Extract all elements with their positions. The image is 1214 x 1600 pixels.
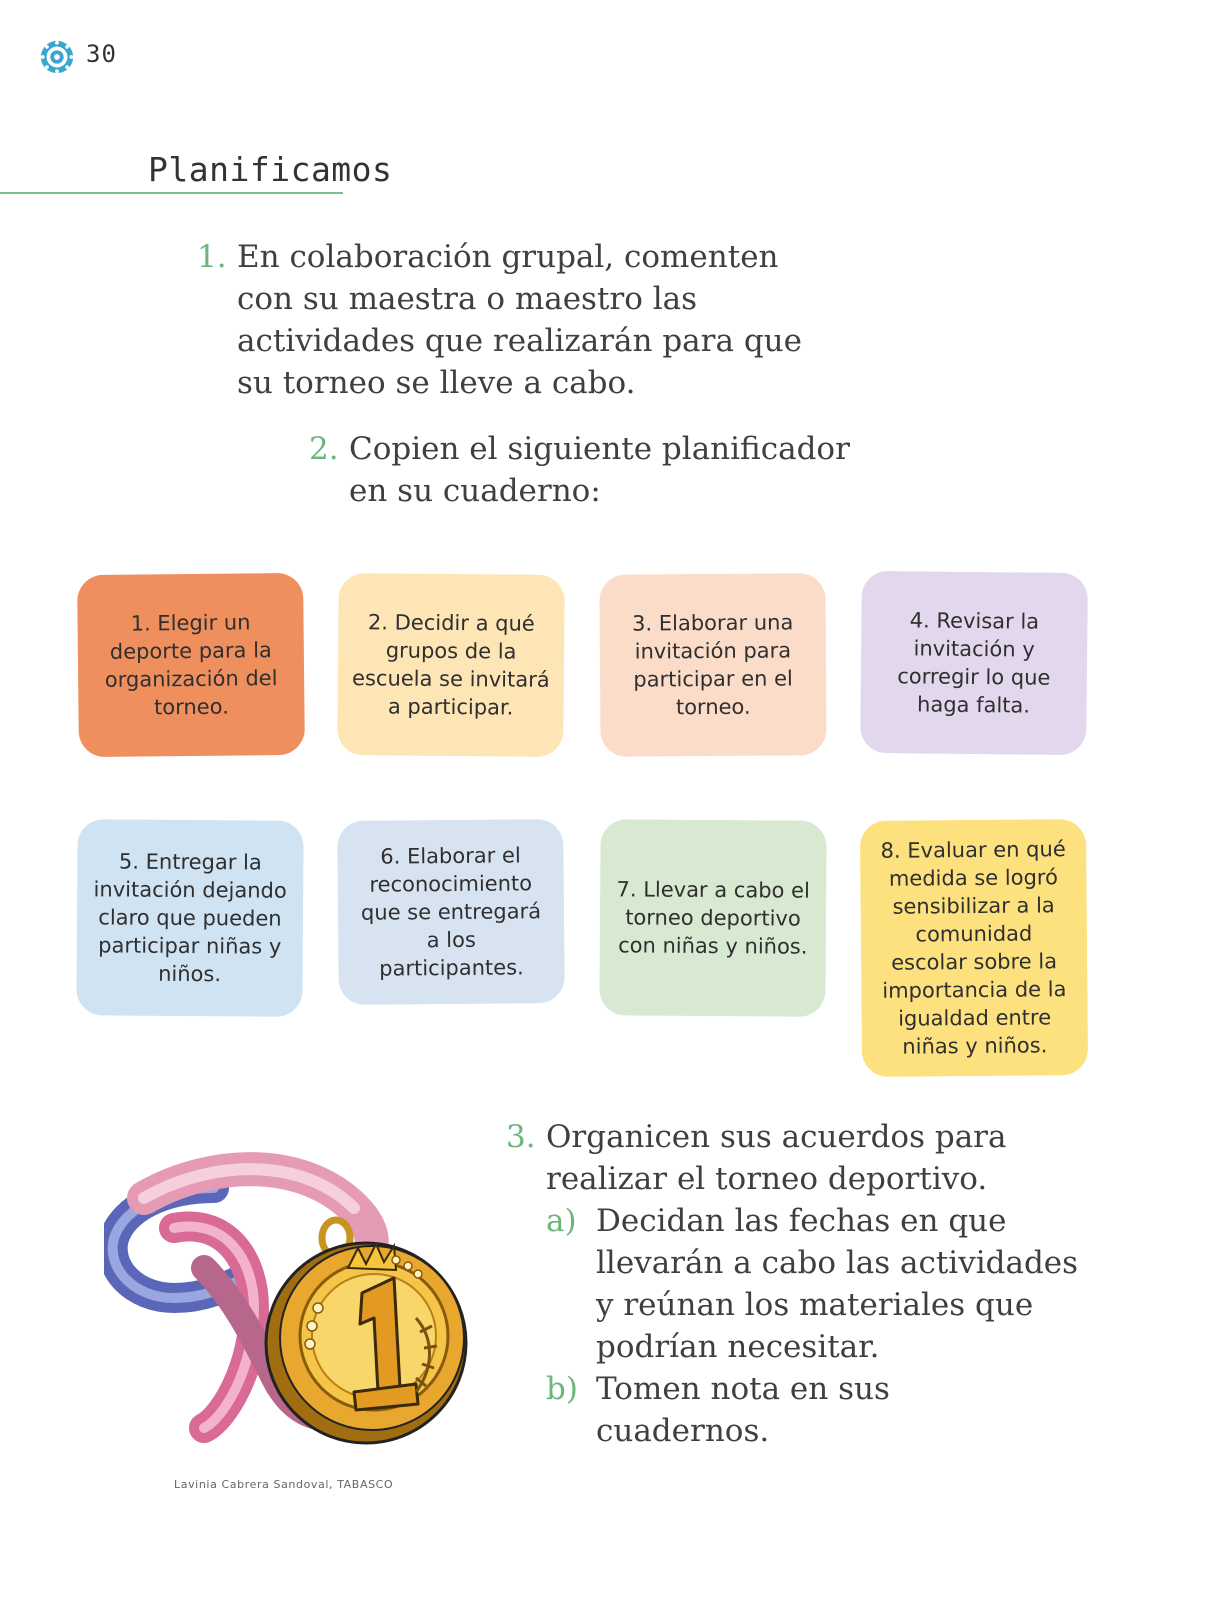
instruction-line: realizar el torneo deportivo. bbox=[546, 1161, 988, 1197]
instruction-number: 3. bbox=[506, 1119, 536, 1155]
page-number: 30 bbox=[86, 40, 117, 68]
instruction-1 bbox=[197, 236, 802, 404]
sub-item-line: Tomen nota en sus bbox=[596, 1371, 890, 1407]
instruction-number: 1. bbox=[197, 239, 227, 275]
planner-card-3 bbox=[599, 573, 826, 757]
planner-card-text: 5. Entregar la invitación dejando claro que pueden participar niñas y niños. bbox=[93, 849, 287, 987]
planner-card-1 bbox=[77, 573, 305, 757]
instruction-line: con su maestra o maestro las bbox=[237, 281, 698, 317]
planner-card-text: 3. Elaborar una invitación para participar en el torneo. bbox=[632, 610, 794, 720]
planner-card-text: 1. Elegir un deporte para la organización del torneo. bbox=[104, 610, 278, 720]
planner-card-7 bbox=[599, 819, 826, 1017]
planner-card-4 bbox=[860, 571, 1088, 755]
instruction-3 bbox=[506, 1116, 1078, 1452]
instruction-line: actividades que realizarán para que bbox=[237, 323, 802, 359]
sub-item-b bbox=[546, 1368, 1078, 1452]
page-badge-icon bbox=[38, 38, 76, 76]
sub-item-line: Decidan las fechas en que bbox=[596, 1203, 1007, 1239]
planner-card-text: 4. Revisar la invitación y corregir lo que haga falta. bbox=[897, 608, 1051, 718]
instruction-line: Organicen sus acuerdos para bbox=[546, 1119, 1007, 1155]
sub-item-letter: b) bbox=[546, 1371, 578, 1407]
instruction-line: en su cuaderno: bbox=[349, 473, 601, 509]
planner-card-5 bbox=[76, 819, 303, 1017]
section-title: Planificamos bbox=[148, 150, 393, 189]
gold-medal-illustration bbox=[104, 1148, 494, 1468]
planner-card-8 bbox=[860, 819, 1088, 1077]
planner-card-text: 2. Decidir a qué grupos de la escuela se invitará a participar. bbox=[351, 610, 550, 720]
planner-card-text: 8. Evaluar en qué medida se logró sensibilizar a la comunidad escolar sobre la importancia de la igualdad entre niñas y niños. bbox=[880, 837, 1067, 1059]
sub-item-line: y reúnan los materiales que bbox=[596, 1287, 1034, 1323]
instruction-line: Copien el siguiente planificador bbox=[349, 431, 850, 467]
section-divider bbox=[0, 192, 343, 194]
instruction-2 bbox=[309, 428, 850, 512]
sub-item-line: podrían necesitar. bbox=[596, 1329, 880, 1365]
instruction-number: 2. bbox=[309, 431, 339, 467]
instruction-line: En colaboración grupal, comenten bbox=[237, 239, 779, 275]
sub-item-line: llevarán a cabo las actividades bbox=[596, 1245, 1079, 1281]
instruction-line: su torneo se lleve a cabo. bbox=[237, 365, 636, 401]
sub-item-a bbox=[546, 1200, 1078, 1368]
planner-card-6 bbox=[337, 819, 565, 1005]
illustration-credit: Lavinia Cabrera Sandoval, TABASCO bbox=[174, 1478, 394, 1491]
planner-card-text: 7. Llevar a cabo el torneo deportivo con niñas y niños. bbox=[616, 877, 810, 959]
sub-item-line: cuadernos. bbox=[596, 1413, 770, 1449]
planner-card-text: 6. Elaborar el reconocimiento que se entregará a los participantes. bbox=[360, 843, 542, 981]
sub-item-letter: a) bbox=[546, 1203, 577, 1239]
planner-card-2 bbox=[337, 573, 565, 757]
